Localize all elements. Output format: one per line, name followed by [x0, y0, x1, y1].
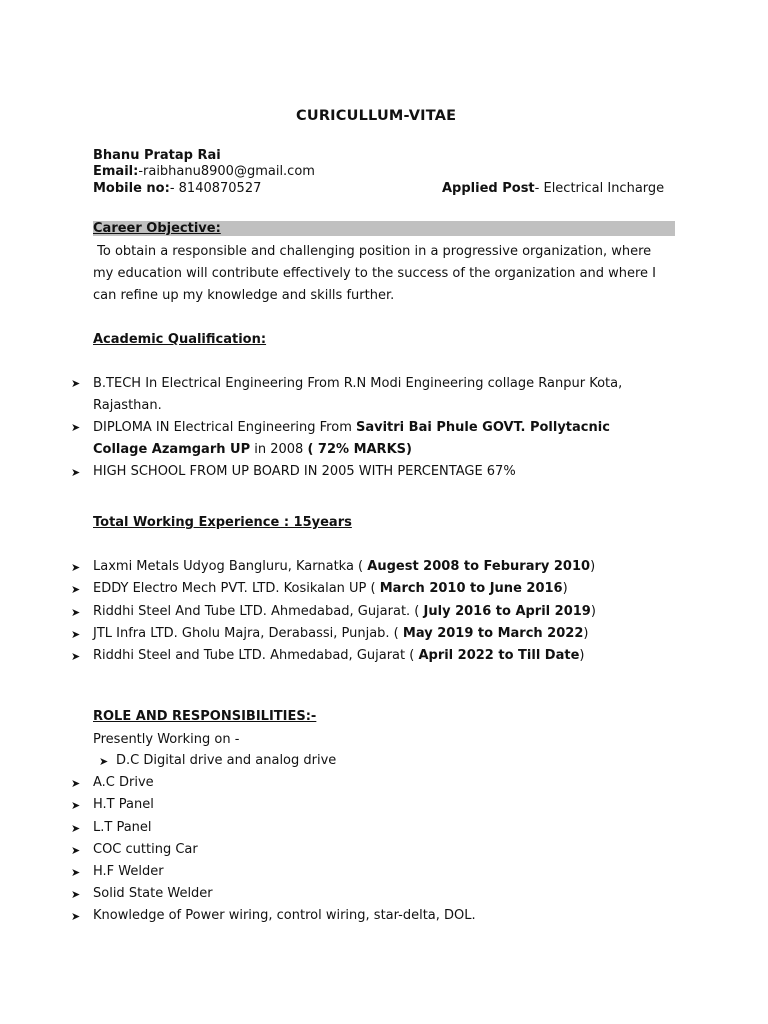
company-text: EDDY Electro Mech PVT. LTD. Kosikalan UP (	[93, 581, 380, 596]
arrow-bullet-icon: ➤	[71, 583, 81, 596]
experience-item	[93, 581, 568, 597]
career-line: To obtain a responsible and challenging position in a progressive organization, where	[93, 244, 652, 259]
career-objective-bar	[93, 221, 675, 236]
experience-dates: July 2016 to April 2019	[423, 604, 591, 619]
company-text: Laxmi Metals Udyog Bangluru, Karnatka (	[93, 559, 368, 574]
role-item: H.F Welder	[93, 864, 164, 879]
candidate-name: Bhanu Pratap Rai	[93, 148, 221, 163]
arrow-bullet-icon: ➤	[99, 755, 109, 768]
career-line: can refine up my knowledge and skills further.	[93, 288, 395, 303]
academic-btech	[93, 373, 638, 417]
mobile-line	[93, 181, 261, 197]
arrow-bullet-icon: ➤	[71, 910, 81, 923]
academic-diploma	[93, 417, 638, 461]
applied-post-label: Applied Post	[442, 181, 535, 196]
arrow-bullet-icon: ➤	[71, 421, 81, 434]
diploma-marks: ( 72% MARKS)	[307, 442, 412, 457]
document-title: CURICULLUM-VITAE	[296, 108, 457, 124]
company-close: )	[562, 581, 568, 596]
arrow-bullet-icon: ➤	[71, 866, 81, 879]
role-item: A.C Drive	[93, 775, 154, 790]
company-close: )	[590, 604, 596, 619]
arrow-bullet-icon: ➤	[71, 799, 81, 812]
applied-post-line	[442, 181, 664, 197]
experience-item	[93, 626, 588, 642]
experience-dates: Augest 2008 to Feburary 2010	[367, 559, 591, 574]
career-objective-text	[93, 241, 675, 307]
arrow-bullet-icon: ➤	[71, 628, 81, 641]
role-item: Solid State Welder	[93, 886, 213, 901]
career-line: my education will contribute effectively to the success of the organization and where I	[93, 266, 656, 281]
arrow-bullet-icon: ➤	[71, 561, 81, 574]
experience-dates: May 2019 to March 2022	[402, 626, 584, 641]
company-text: Riddhi Steel and Tube LTD. Ahmedabad, Gujarat (	[93, 648, 419, 663]
role-item: H.T Panel	[93, 797, 154, 812]
experience-item	[93, 559, 595, 575]
email-value: -raibhanu8900@gmail.com	[138, 164, 315, 179]
arrow-bullet-icon: ➤	[71, 777, 81, 790]
company-text: Riddhi Steel And Tube LTD. Ahmedabad, Gujarat. (	[93, 604, 424, 619]
btech-line: Rajasthan.	[93, 398, 162, 413]
academic-highschool: HIGH SCHOOL FROM UP BOARD IN 2005 WITH PERCENTAGE 67%	[93, 464, 516, 479]
company-close: )	[590, 559, 596, 574]
arrow-bullet-icon: ➤	[71, 606, 81, 619]
mobile-label: Mobile no:	[93, 181, 170, 196]
mobile-value: - 8140870527	[169, 181, 262, 196]
arrow-bullet-icon: ➤	[71, 888, 81, 901]
role-item: Knowledge of Power wiring, control wiring, star-delta, DOL.	[93, 908, 476, 923]
roles-intro: Presently Working on -	[93, 732, 240, 747]
role-item: L.T Panel	[93, 820, 152, 835]
diploma-college-location: Collage Azamgarh UP	[93, 442, 251, 457]
academic-heading: Academic Qualification:	[93, 332, 267, 347]
company-close: )	[583, 626, 589, 641]
role-item: COC cutting Car	[93, 842, 198, 857]
roles-sub-item: D.C Digital drive and analog drive	[116, 753, 337, 768]
applied-post-value: - Electrical Incharge	[534, 181, 665, 196]
arrow-bullet-icon: ➤	[71, 822, 81, 835]
company-close: )	[579, 648, 585, 663]
diploma-year: in 2008	[250, 442, 308, 457]
diploma-college: Savitri Bai Phule GOVT. Pollytacnic	[355, 420, 610, 435]
arrow-bullet-icon: ➤	[71, 650, 81, 663]
experience-item	[93, 604, 596, 620]
company-text: JTL Infra LTD. Gholu Majra, Derabassi, Punjab. (	[93, 626, 403, 641]
arrow-bullet-icon: ➤	[71, 844, 81, 857]
diploma-text: DIPLOMA IN Electrical Engineering From	[93, 420, 356, 435]
arrow-bullet-icon: ➤	[71, 466, 81, 479]
roles-heading: ROLE AND RESPONSIBILITIES:-	[93, 709, 317, 724]
experience-item	[93, 648, 584, 664]
experience-dates: March 2010 to June 2016	[379, 581, 563, 596]
email-label: Email:	[93, 164, 139, 179]
arrow-bullet-icon: ➤	[71, 377, 81, 390]
experience-heading: Total Working Experience : 15years	[93, 515, 352, 530]
email-line	[93, 164, 315, 180]
career-objective-heading: Career Objective:	[93, 221, 221, 236]
experience-dates: April 2022 to Till Date	[418, 648, 580, 663]
btech-line: B.TECH In Electrical Engineering From R.N Modi Engineering collage Ranpur Kota,	[93, 376, 623, 391]
